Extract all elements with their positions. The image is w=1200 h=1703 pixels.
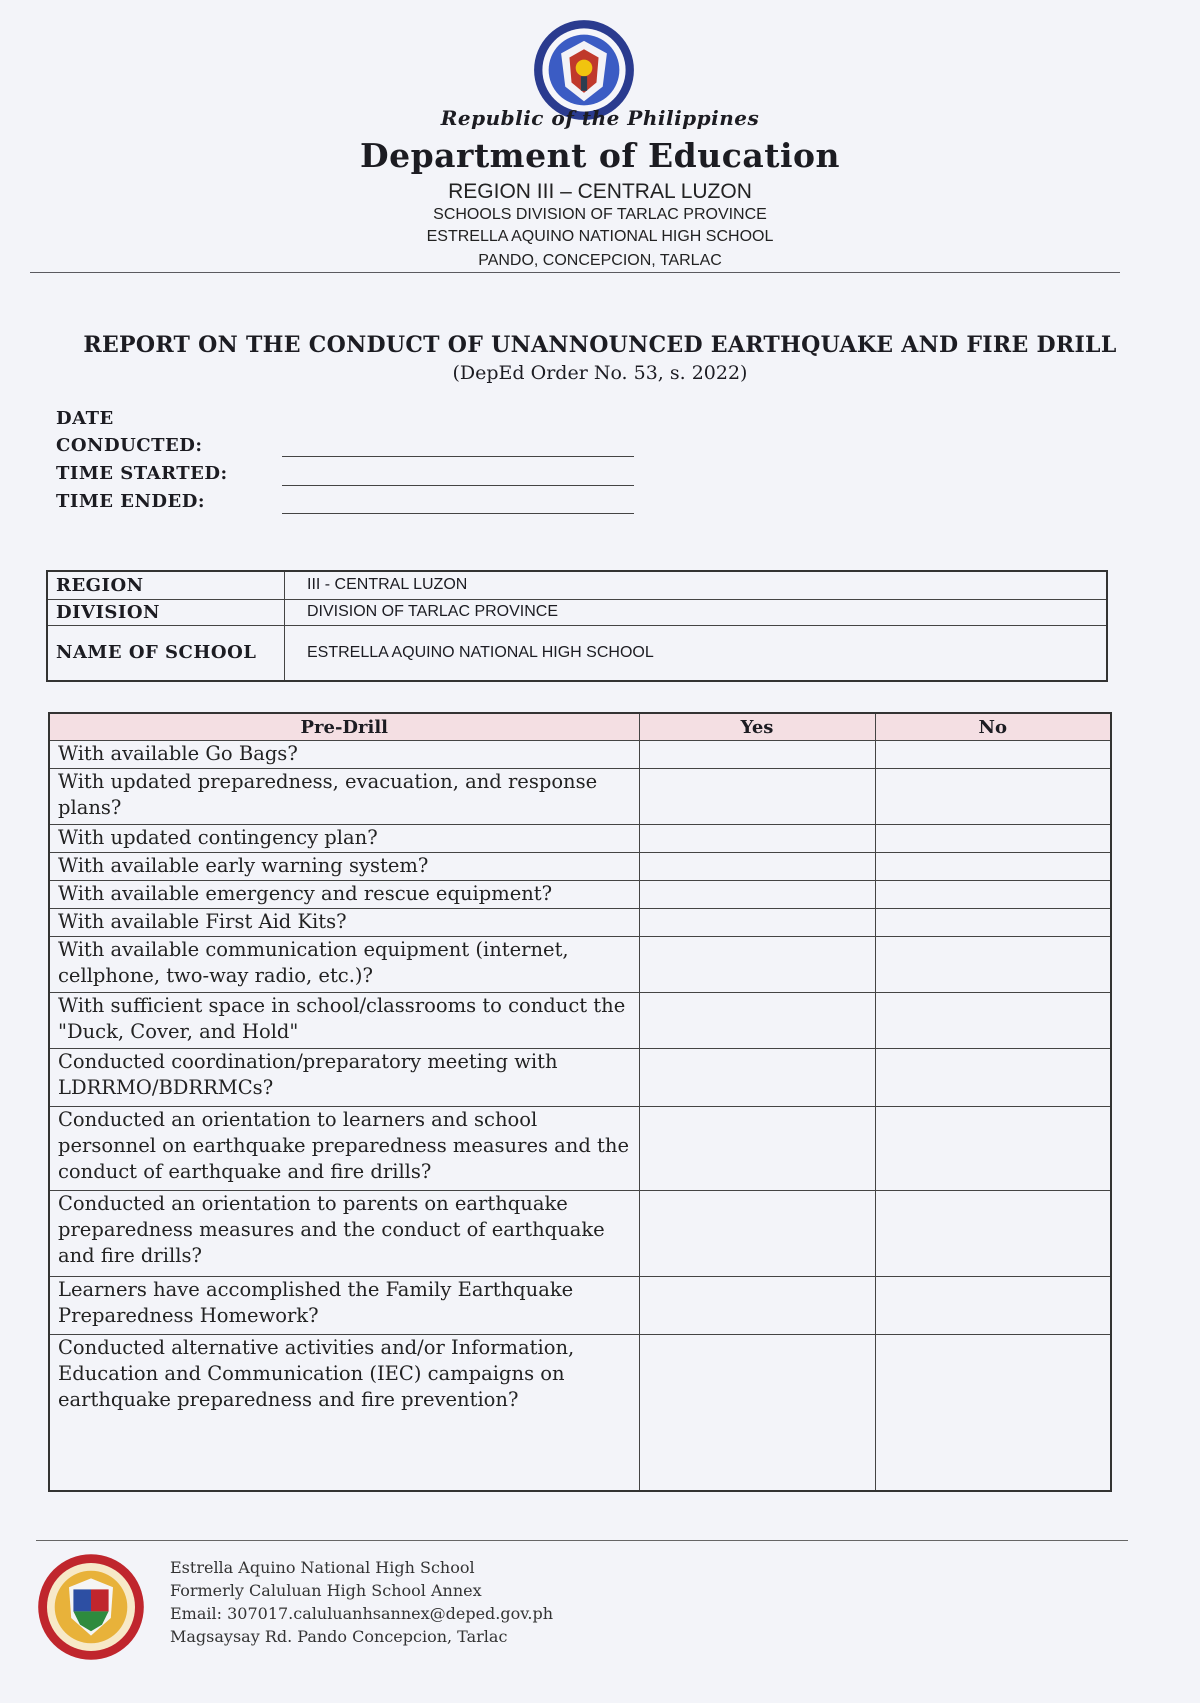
yes-cell[interactable]	[639, 881, 875, 909]
no-cell[interactable]	[875, 853, 1111, 881]
info-value: ESTRELLA AQUINO NATIONAL HIGH SCHOOL	[285, 625, 1108, 681]
footer-email[interactable]: Email: 307017.caluluanhsannex@deped.gov.ph	[170, 1604, 554, 1623]
no-cell[interactable]	[875, 909, 1111, 937]
table-row	[49, 1049, 1111, 1107]
yes-cell[interactable]	[639, 1049, 875, 1107]
no-cell[interactable]	[875, 1049, 1111, 1107]
yes-cell[interactable]	[639, 1107, 875, 1191]
table-row	[49, 825, 1111, 853]
checklist-question: With available communication equipment (internet, cellphone, two-way radio, etc.)?	[49, 937, 639, 993]
time-ended-label: TIME ENDED:	[56, 491, 205, 512]
header-pre-drill: Pre-Drill	[49, 713, 639, 741]
no-cell[interactable]	[875, 993, 1111, 1049]
info-row-school	[47, 625, 1107, 681]
yes-cell[interactable]	[639, 993, 875, 1049]
school-line: ESTRELLA AQUINO NATIONAL HIGH SCHOOL	[426, 228, 774, 245]
checklist-question: With available Go Bags?	[49, 741, 639, 769]
yes-cell[interactable]	[639, 825, 875, 853]
division-line: SCHOOLS DIVISION OF TARLAC PROVINCE	[433, 206, 767, 223]
yes-cell[interactable]	[639, 853, 875, 881]
yes-cell[interactable]	[639, 1191, 875, 1277]
table-row	[49, 769, 1111, 825]
school-seal-icon	[36, 1552, 146, 1662]
school-info-table	[46, 570, 1108, 682]
checklist-question: Conducted an orientation to parents on earthquake preparedness measures and the conduct of earthquake and fire drills?	[49, 1191, 639, 1277]
time-started-field[interactable]	[282, 485, 634, 486]
no-cell[interactable]	[875, 1277, 1111, 1335]
table-row	[49, 1191, 1111, 1277]
checklist-question: With sufficient space in school/classrooms to conduct the "Duck, Cover, and Hold"	[49, 993, 639, 1049]
info-key: DIVISION	[47, 599, 285, 625]
info-row-region	[47, 571, 1107, 599]
conducted-label: CONDUCTED:	[56, 435, 203, 456]
no-cell[interactable]	[875, 881, 1111, 909]
date-conducted-field[interactable]	[282, 456, 634, 457]
info-row-division	[47, 599, 1107, 625]
yes-cell[interactable]	[639, 741, 875, 769]
checklist-header-row	[49, 713, 1111, 741]
no-cell[interactable]	[875, 1335, 1111, 1491]
footer-address: Magsaysay Rd. Pando Concepcion, Tarlac	[170, 1627, 508, 1646]
time-started-label: TIME STARTED:	[56, 463, 228, 484]
table-row	[49, 881, 1111, 909]
yes-cell[interactable]	[639, 909, 875, 937]
date-label: DATE	[56, 408, 114, 429]
report-title: REPORT ON THE CONDUCT OF UNANNOUNCED EARTHQUAKE AND FIRE DRILL	[83, 332, 1117, 358]
yes-cell[interactable]	[639, 937, 875, 993]
info-value: III - CENTRAL LUZON	[285, 571, 1108, 599]
info-key: NAME OF SCHOOL	[47, 625, 285, 681]
table-row	[49, 1277, 1111, 1335]
no-cell[interactable]	[875, 1191, 1111, 1277]
yes-cell[interactable]	[639, 1335, 875, 1491]
checklist-question: With available First Aid Kits?	[49, 909, 639, 937]
checklist-question: With available emergency and rescue equipment?	[49, 881, 639, 909]
checklist-question: With available early warning system?	[49, 853, 639, 881]
checklist-question: Conducted coordination/preparatory meeting with LDRRMO/BDRRMCs?	[49, 1049, 639, 1107]
info-key: REGION	[47, 571, 285, 599]
no-cell[interactable]	[875, 769, 1111, 825]
yes-cell[interactable]	[639, 769, 875, 825]
table-row	[49, 909, 1111, 937]
department-heading: Department of Education	[359, 136, 840, 175]
table-row	[49, 1335, 1111, 1491]
no-cell[interactable]	[875, 1107, 1111, 1191]
header-no: No	[875, 713, 1111, 741]
table-row	[49, 993, 1111, 1049]
checklist-question: With updated contingency plan?	[49, 825, 639, 853]
table-row	[49, 1107, 1111, 1191]
footer-former-name: Formerly Caluluan High School Annex	[170, 1581, 482, 1600]
footer-divider	[36, 1540, 1128, 1541]
time-ended-field[interactable]	[282, 513, 634, 514]
pre-drill-checklist	[48, 712, 1112, 1492]
no-cell[interactable]	[875, 825, 1111, 853]
table-row	[49, 853, 1111, 881]
republic-heading: Republic of the Philippines	[440, 106, 760, 130]
info-value: DIVISION OF TARLAC PROVINCE	[285, 599, 1108, 625]
no-cell[interactable]	[875, 741, 1111, 769]
header-divider	[30, 272, 1120, 273]
header-yes: Yes	[639, 713, 875, 741]
checklist-question: Conducted an orientation to learners and school personnel on earthquake preparedness measures and the conduct of earthquake and fire drills?	[49, 1107, 639, 1191]
region-line: REGION III – CENTRAL LUZON	[448, 180, 752, 203]
checklist-question: Conducted alternative activities and/or Information, Education and Communication (IEC) campaigns on earthquake preparedness and fire prevention?	[49, 1335, 639, 1491]
checklist-question: With updated preparedness, evacuation, and response plans?	[49, 769, 639, 825]
no-cell[interactable]	[875, 937, 1111, 993]
table-row	[49, 741, 1111, 769]
yes-cell[interactable]	[639, 1277, 875, 1335]
table-row	[49, 937, 1111, 993]
report-subtitle: (DepEd Order No. 53, s. 2022)	[452, 362, 748, 384]
address-line: PANDO, CONCEPCION, TARLAC	[478, 252, 722, 269]
footer-school-name: Estrella Aquino National High School	[170, 1558, 475, 1577]
checklist-question: Learners have accomplished the Family Earthquake Preparedness Homework?	[49, 1277, 639, 1335]
